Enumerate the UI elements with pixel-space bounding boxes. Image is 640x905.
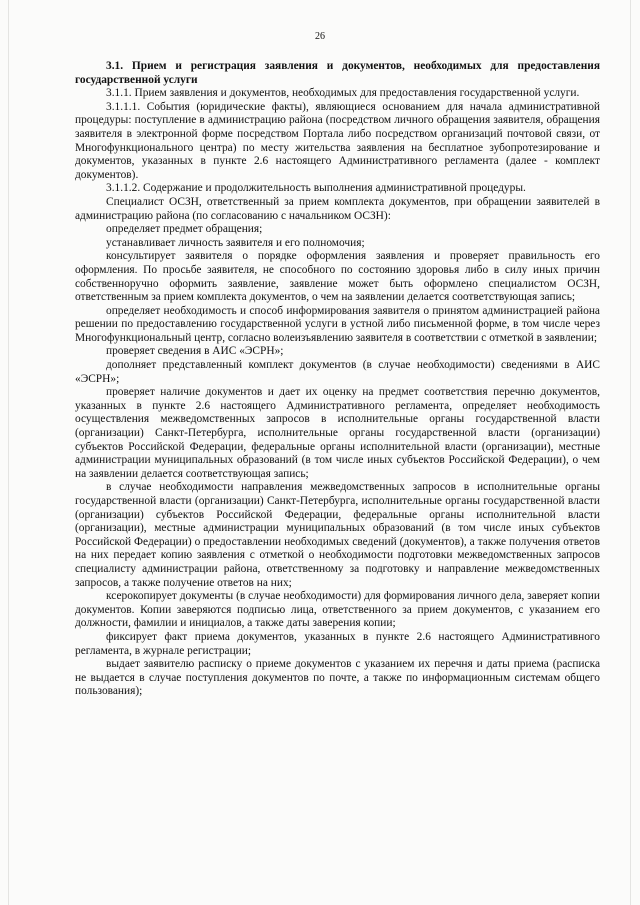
paragraph: ксерокопирует документы (в случае необходимости) для формирования личного дела, заверяет копии документов. Копии заверяются подписью лица, ответственного за прием документов, с указанием его должности, фамилии и инициалов, а также даты заверения копии; [75,590,600,630]
scan-edge-right [630,0,631,905]
paragraph: консультирует заявителя о порядке оформления заявления и проверяет правильность его оформления. По просьбе заявителя, не способного по состоянию здоровья либо в силу иных причин собственноручно оформить заявление, заявление может быть оформлено специалистом ОСЗН, ответственным за прием комплекта документов, о чем на заявлении делается соответствующая запись; [75,250,600,304]
paragraph: определяет необходимость и способ информирования заявителя о принятом администрацией района решении по предоставлению государственной услуги в устной либо письменной форме, в том числе через Многофункциональный центр, согласно волеизъявлению заявителя в соответствии с отметкой в заявлении; [75,304,600,344]
paragraph: дополняет представленный комплект документов (в случае необходимости) сведениями в АИС «ЭСРН»; [75,359,600,385]
paragraph: 3.1.1. Прием заявления и документов, необходимых для предоставления государственной услуги. [106,87,580,100]
paragraph: фиксирует факт приема документов, указанных в пункте 2.6 настоящего Административного регламента, в журнале регистрации; [75,630,600,657]
paragraph: Специалист ОСЗН, ответственный за прием комплекта документов, при обращении заявителей в администрацию района (по согласованию с начальником ОСЗН): [75,195,600,222]
paragraph: устанавливает личность заявителя и его полномочия; [106,236,365,249]
document-body [75,60,600,699]
paragraph: проверяет сведения в АИС «ЭСРН»; [106,345,284,358]
paragraph: проверяет наличие документов и дает их оценку на предмет соответствия перечню документов, указанных в пункте 2.6 настоящего Административного регламента, определяет необходимость осуществления межведомственных запросов в исполнительные органы государственной власти (организации) Санкт-Петербурга, исполнительные органы государственной власти (организации) субъектов Российской Федерации, федеральные органы исполнительной власти (организации), местные администрации муниципальных образований (в том числе иных субъектов Российской Федерации), о чем на заявлении делается соответствующая запись; [75,386,600,480]
section-heading: 3.1. Прием и регистрация заявления и документов, необходимых для предоставления государственной услуги [75,60,600,86]
paragraph: выдает заявителю расписку о приеме документов с указанием их перечня и даты приема (расписка не выдается в случае поступления документов по почте, а также по информационным системам общего пользования); [75,658,600,698]
paragraph: в случае необходимости направления межведомственных запросов в исполнительные органы государственной власти (организации) Санкт-Петербурга, исполнительные органы государственной власти (организации) субъектов Российской Федерации, федеральные органы исполнительной власти (организации), местные администрации муниципальных образований (в том числе иных субъектов Российской Федерации) о предоставлении необходимых сведений (документов), а также получения ответов на них передает копию заявления с отметкой о необходимости подготовки межведомственных запросов специалисту администрации района, ответственному за подготовку и направление межведомственных запросов, а также получение ответов на них; [75,481,600,589]
paragraph: определяет предмет обращения; [106,223,263,236]
scan-edge-left [8,0,9,905]
paragraph: 3.1.1.1. События (юридические факты), являющиеся основанием для начала административной процедуры: поступление в администрацию района (посредством личного обращения заявителя, обращения заявителя в электронной форме посредством Портала либо посредством организаций почтовой связи, от Многофункционального центра) по месту жительства заявления на бесплатное зубопротезирование и документов, указанных в пункте 2.6 настоящего Административного регламента (далее - комплект документов). [75,100,600,181]
paragraph: 3.1.1.2. Содержание и продолжительность выполнения административной процедуры. [106,182,526,195]
page-number: 26 [315,31,325,42]
